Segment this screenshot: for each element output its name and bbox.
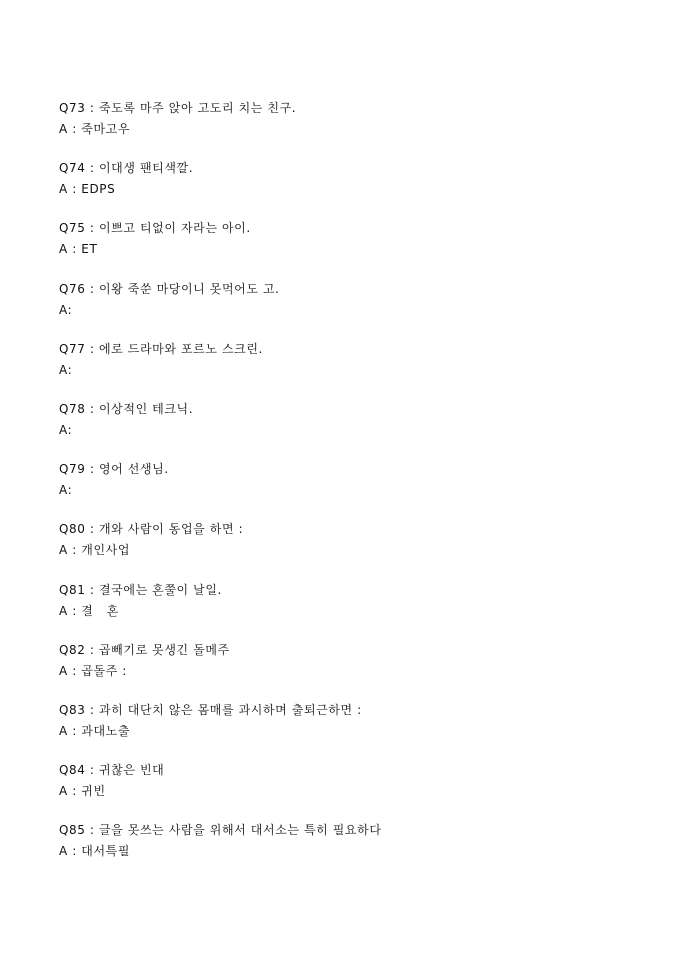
question-text: Q73 : 죽도록 마주 앉아 고도리 치는 친구. xyxy=(59,101,297,115)
answer-text: A: xyxy=(59,302,73,317)
qa-item xyxy=(59,580,659,640)
answer-text: A : ET xyxy=(59,242,98,257)
question-text: Q84 : 귀찮은 빈대 xyxy=(59,763,165,778)
answer-text: A: xyxy=(59,422,73,437)
question-text: Q81 : 결국에는 혼쭐이 날일. xyxy=(59,582,222,597)
answer-text: A : 곱돌주 : xyxy=(59,663,127,678)
answer-text: A : 죽마고우 xyxy=(59,122,131,136)
answer-text: A : 과대노출 xyxy=(59,723,131,738)
qa-item xyxy=(59,158,659,218)
answer-text: A : 결 혼 xyxy=(59,603,119,618)
qa-item xyxy=(59,339,659,399)
qa-list xyxy=(59,98,659,880)
answer-text: A : 개인사업 xyxy=(59,543,131,558)
qa-item xyxy=(59,700,659,760)
qa-item xyxy=(59,399,659,459)
question-text: Q80 : 개와 사람이 동업을 하면 : xyxy=(59,522,244,537)
answer-text: A : 귀빈 xyxy=(59,784,106,799)
qa-item xyxy=(59,760,659,820)
question-text: Q83 : 과히 대단치 않은 몸매를 과시하며 출퇴근하면 : xyxy=(59,702,362,717)
answer-text: A : 대서특필 xyxy=(59,844,131,859)
question-text: Q85 : 글을 못쓰는 사람을 위해서 대서소는 특히 필요하다 xyxy=(59,823,382,838)
qa-item xyxy=(59,820,659,880)
qa-item xyxy=(59,640,659,700)
answer-text: A: xyxy=(59,483,73,498)
question-text: Q77 : 에로 드라마와 포르노 스크린. xyxy=(59,341,263,356)
qa-item xyxy=(59,98,659,158)
qa-item xyxy=(59,279,659,339)
qa-item xyxy=(59,459,659,519)
question-text: Q79 : 영어 선생님. xyxy=(59,462,169,477)
question-text: Q75 : 이쁘고 티없이 자라는 아이. xyxy=(59,221,251,236)
qa-item xyxy=(59,519,659,579)
answer-text: A: xyxy=(59,362,73,377)
question-text: Q82 : 곱빼기로 못생긴 돌메주 xyxy=(59,642,230,657)
question-text: Q76 : 이왕 죽쑨 마당이니 못먹어도 고. xyxy=(59,281,280,296)
question-text: Q78 : 이상적인 테크닉. xyxy=(59,401,194,416)
question-text: Q74 : 이대생 팬티색깔. xyxy=(59,161,194,176)
qa-item xyxy=(59,218,659,278)
answer-text: A : EDPS xyxy=(59,182,116,197)
